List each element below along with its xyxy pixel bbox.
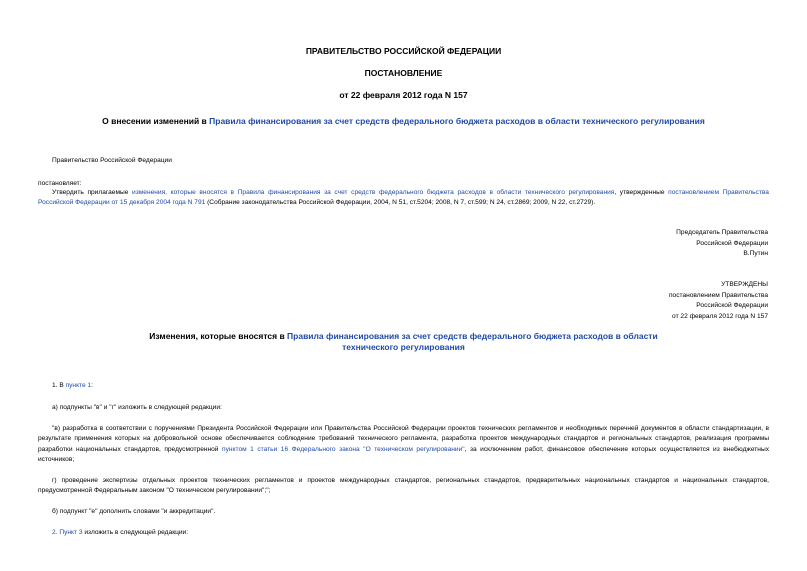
item-1 — [52, 381, 93, 392]
changes-title — [130, 331, 677, 353]
preamble-text-2: , утвержденные — [614, 189, 669, 196]
subitem-g: г) проведение экспертизы отдельных проектов технических регламентов и проектов международных стандартов, региональных стандартов, предварительных национальных стандартов и национальных стандартов, предусмотренной Федеральным законом "О техническом регулировании";"; — [38, 477, 769, 495]
item-2-tail: изложить в следующей редакции: — [82, 529, 189, 536]
item-2 — [52, 528, 188, 539]
rules-link[interactable]: Правила финансирования за счет средств федерального бюджета расходов в области технического регулирования — [209, 116, 705, 126]
item-1-text: 1. В — [52, 382, 66, 389]
preamble-text-1: Утвердить прилагаемые — [52, 189, 133, 196]
document-title-prefix: О внесении изменений в — [102, 116, 210, 126]
federal-law-article-link[interactable]: пунктом 1 статьи 16 Федерального закона "О техническом регулировании" — [222, 445, 465, 453]
subitem-v-text-2: , за исключением работ, финансовое обеспечение которых осуществляется из внебюджетных источников; — [38, 445, 769, 463]
approval-block — [560, 280, 768, 322]
signature-line-2: Российской Федерации — [696, 239, 768, 247]
changes-title-prefix: Изменения, которые вносятся в — [149, 331, 288, 341]
document-type-heading: ПОСТАНОВЛЕНИЕ — [364, 68, 443, 78]
item-a: а) подпункты "в" и "г" изложить в следующей редакции: — [52, 404, 222, 411]
preamble-text-3: (Собрание законодательства Российской Федерации, 2004, N 51, ст.5204; 2008, N 7, ст.599; N 24, ст.2869; 2009, N 22, ст.2729). — [205, 199, 596, 207]
clause-3-link[interactable]: 2. Пункт 3 — [52, 529, 83, 536]
resolution-791-link[interactable]: постановлением Правительства Российской Федерации от 15 декабря 2004 года N 791 — [38, 189, 769, 207]
amendments-link[interactable]: изменения, которые вносятся в Правила финансирования за счет средств федерального бюджета расходов в области технического регулирования — [132, 189, 615, 196]
subitem-v-text-1: "в) разработка в соответствии с поручениями Президента Российской Федерации или Правительства Российской Федерации проектов технических регламентов и необходимых перечней документов в области стандартизации, в результате применения которых на добровольной основе обеспечивается соблюдение требований технического регламента, разработка проектов международных стандартов и региональных стандартов, реализация программы разработки национальных стандартов, предусмотренной — [38, 425, 769, 453]
approval-line-1: УТВЕРЖДЕНЫ — [721, 281, 768, 288]
item-1-tail: : — [91, 382, 93, 389]
signature-line-1: Председатель Правительства — [676, 229, 768, 236]
item-b: б) подпункт "е" дополнить словами "и аккредитации". — [52, 508, 216, 515]
document-title — [60, 116, 747, 127]
clause-1-link[interactable]: пункте 1 — [65, 382, 92, 389]
approval-line-2: постановлением Правительства — [668, 291, 768, 299]
preamble-subject: Правительство Российской Федерации — [52, 157, 172, 164]
preamble-paragraph — [38, 188, 769, 209]
subitem-v — [38, 424, 769, 465]
changes-rules-link[interactable]: Правила финансирования за счет средств федерального бюджета расходов в области технического регулирования — [287, 331, 658, 352]
document-date-number: от 22 февраля 2012 года N 157 — [339, 90, 468, 100]
signature-block — [560, 228, 768, 260]
approval-line-4: от 22 февраля 2012 года N 157 — [672, 312, 768, 320]
preamble-decrees: постановляет: — [38, 180, 82, 187]
approval-line-3: Российской Федерации — [696, 302, 768, 309]
signature-name: В.Путин — [743, 250, 768, 257]
government-heading: ПРАВИТЕЛЬСТВО РОССИЙСКОЙ ФЕДЕРАЦИИ — [305, 46, 502, 56]
